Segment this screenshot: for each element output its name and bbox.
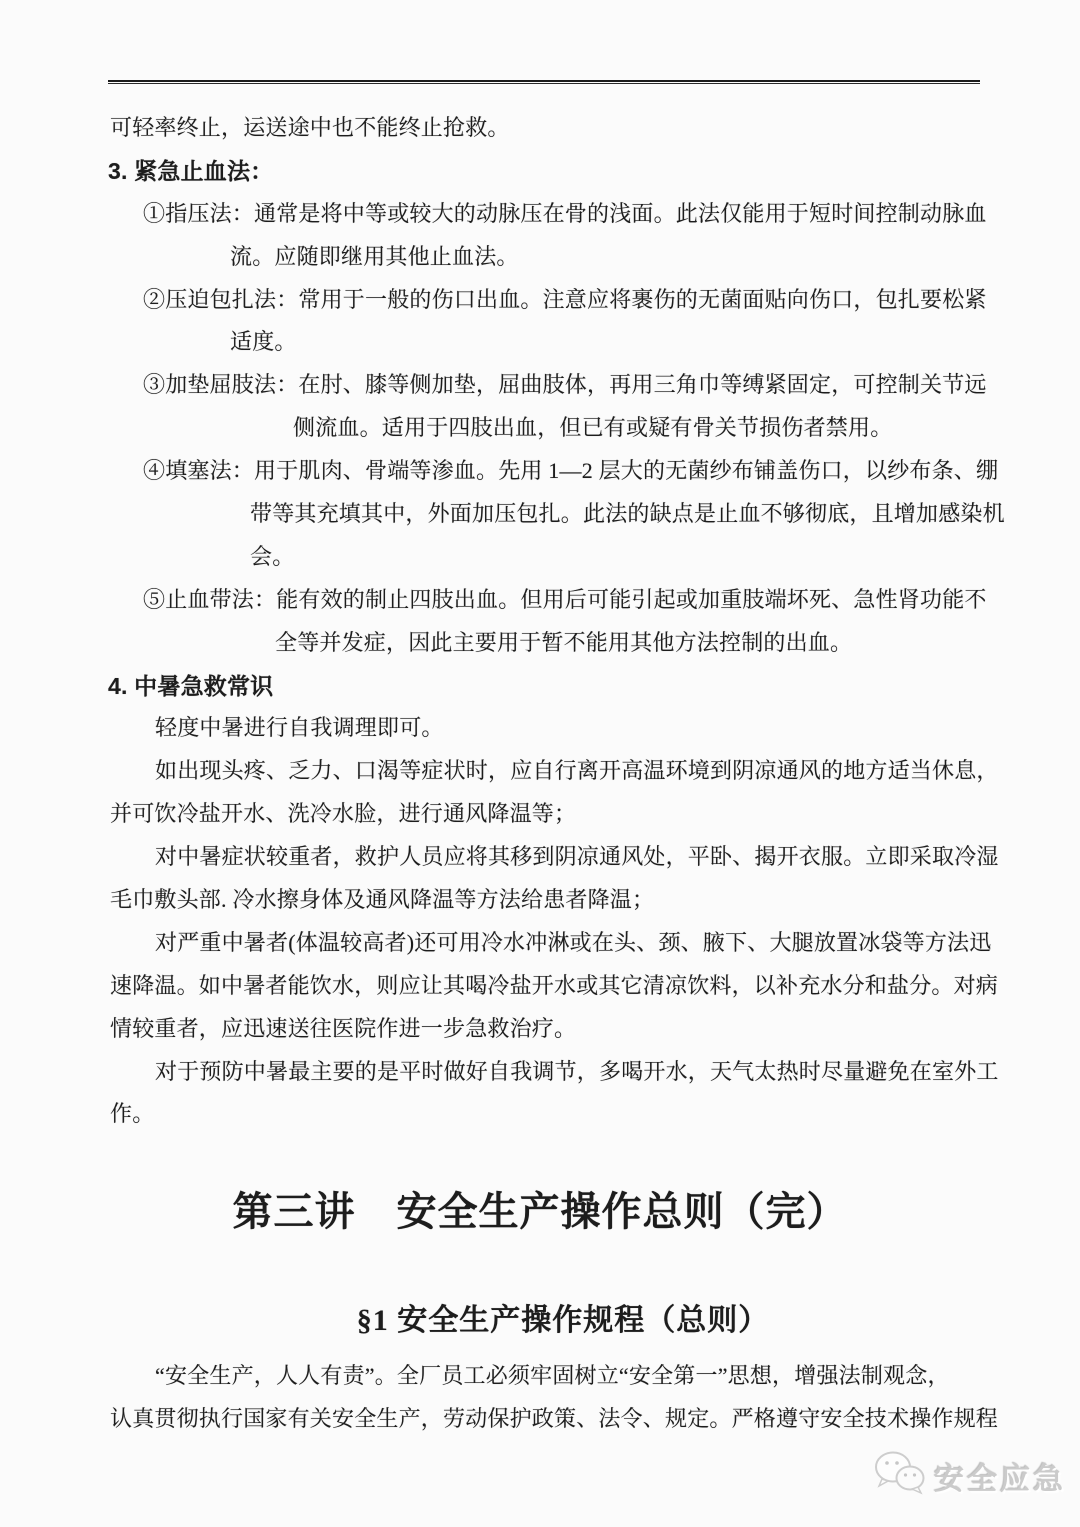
- text-line: ③加垫屈肢法：在肘、膝等侧加垫，屈曲肢体，再用三角巾等缚紧固定，可控制关节远: [143, 372, 987, 398]
- text-line: 侧流血。适用于四肢出血，但已有或疑有骨关节损伤者禁用。: [293, 415, 893, 441]
- section-heading: 4. 中暑急救常识: [108, 672, 274, 699]
- text-line: ②压迫包扎法：常用于一般的伤口出血。注意应将裹伤的无菌面贴向伤口，包扎要松紧: [143, 286, 987, 312]
- text-line: 并可饮冷盐开水、洗冷水脸，进行通风降温等；: [110, 801, 577, 827]
- text-line: 流。应随即继用其他止血法。: [230, 243, 519, 269]
- watermark-text: 安全应急: [934, 1462, 1066, 1496]
- text-line: 可轻率终止，运送途中也不能终止抢救。: [110, 115, 510, 140]
- watermark: [872, 1448, 1066, 1503]
- text-line: 毛巾敷头部. 冷水擦身体及通风降温等方法给患者降温；: [110, 887, 655, 913]
- text-line: 对于预防中暑最主要的是平时做好自我调节，多喝开水，天气太热时尽量避免在室外工: [155, 1058, 999, 1084]
- text-line: “安全生产，人人有责”。全厂员工必须牢固树立“安全第一”思想，增强法制观念，: [155, 1363, 950, 1389]
- text-line: 带等其充填其中，外面加压包扎。此法的缺点是止血不够彻底，且增加感染机: [250, 501, 1005, 527]
- text-line: 对严重中暑者(体温较高者)还可用冷水冲淋或在头、颈、腋下、大腿放置冰袋等方法迅: [155, 929, 992, 955]
- section-heading: 3. 紧急止血法：: [108, 157, 274, 184]
- text-line: ①指压法：通常是将中等或较大的动脉压在骨的浅面。此法仅能用于短时间控制动脉血: [143, 200, 987, 226]
- wechat-icon: [872, 1448, 928, 1503]
- text-line: 作。: [110, 1101, 155, 1127]
- text-line: 情较重者，应迅速送往医院作进一步急救治疗。: [110, 1015, 577, 1041]
- text-line: 轻度中暑进行自我调理即可。: [155, 715, 444, 741]
- text-line: 认真贯彻执行国家有关安全生产，劳动保护政策、法令、规定。严格遵守安全技术操作规程: [110, 1406, 999, 1432]
- text-line: 会。: [250, 543, 295, 569]
- text-line: 对中暑症状较重者，救护人员应将其移到阴凉通风处，平卧、揭开衣服。立即采取冷湿: [155, 844, 999, 870]
- text-line: 全等并发症，因此主要用于暂不能用其他方法控制的出血。: [275, 629, 853, 655]
- text-line: 如出现头疼、乏力、口渴等症状时，应自行离开高温环境到阴凉通风的地方适当休息，: [155, 758, 999, 784]
- chapter-heading: 第三讲 安全生产操作总则（完）: [232, 1189, 848, 1235]
- text-line: ④填塞法：用于肌肉、骨端等渗血。先用 1—2 层大的无菌纱布铺盖伤口，以纱布条、绷: [143, 458, 999, 484]
- text-line: 速降温。如中暑者能饮水，则应让其喝冷盐开水或其它清凉饮料，以补充水分和盐分。对病: [110, 972, 999, 998]
- subsection-heading: §1 安全生产操作规程（总则）: [356, 1304, 770, 1338]
- text-line: 适度。: [230, 329, 297, 355]
- text-line: ⑤止血带法：能有效的制止四肢出血。但用后可能引起或加重肢端坏死、急性肾功能不: [143, 586, 987, 612]
